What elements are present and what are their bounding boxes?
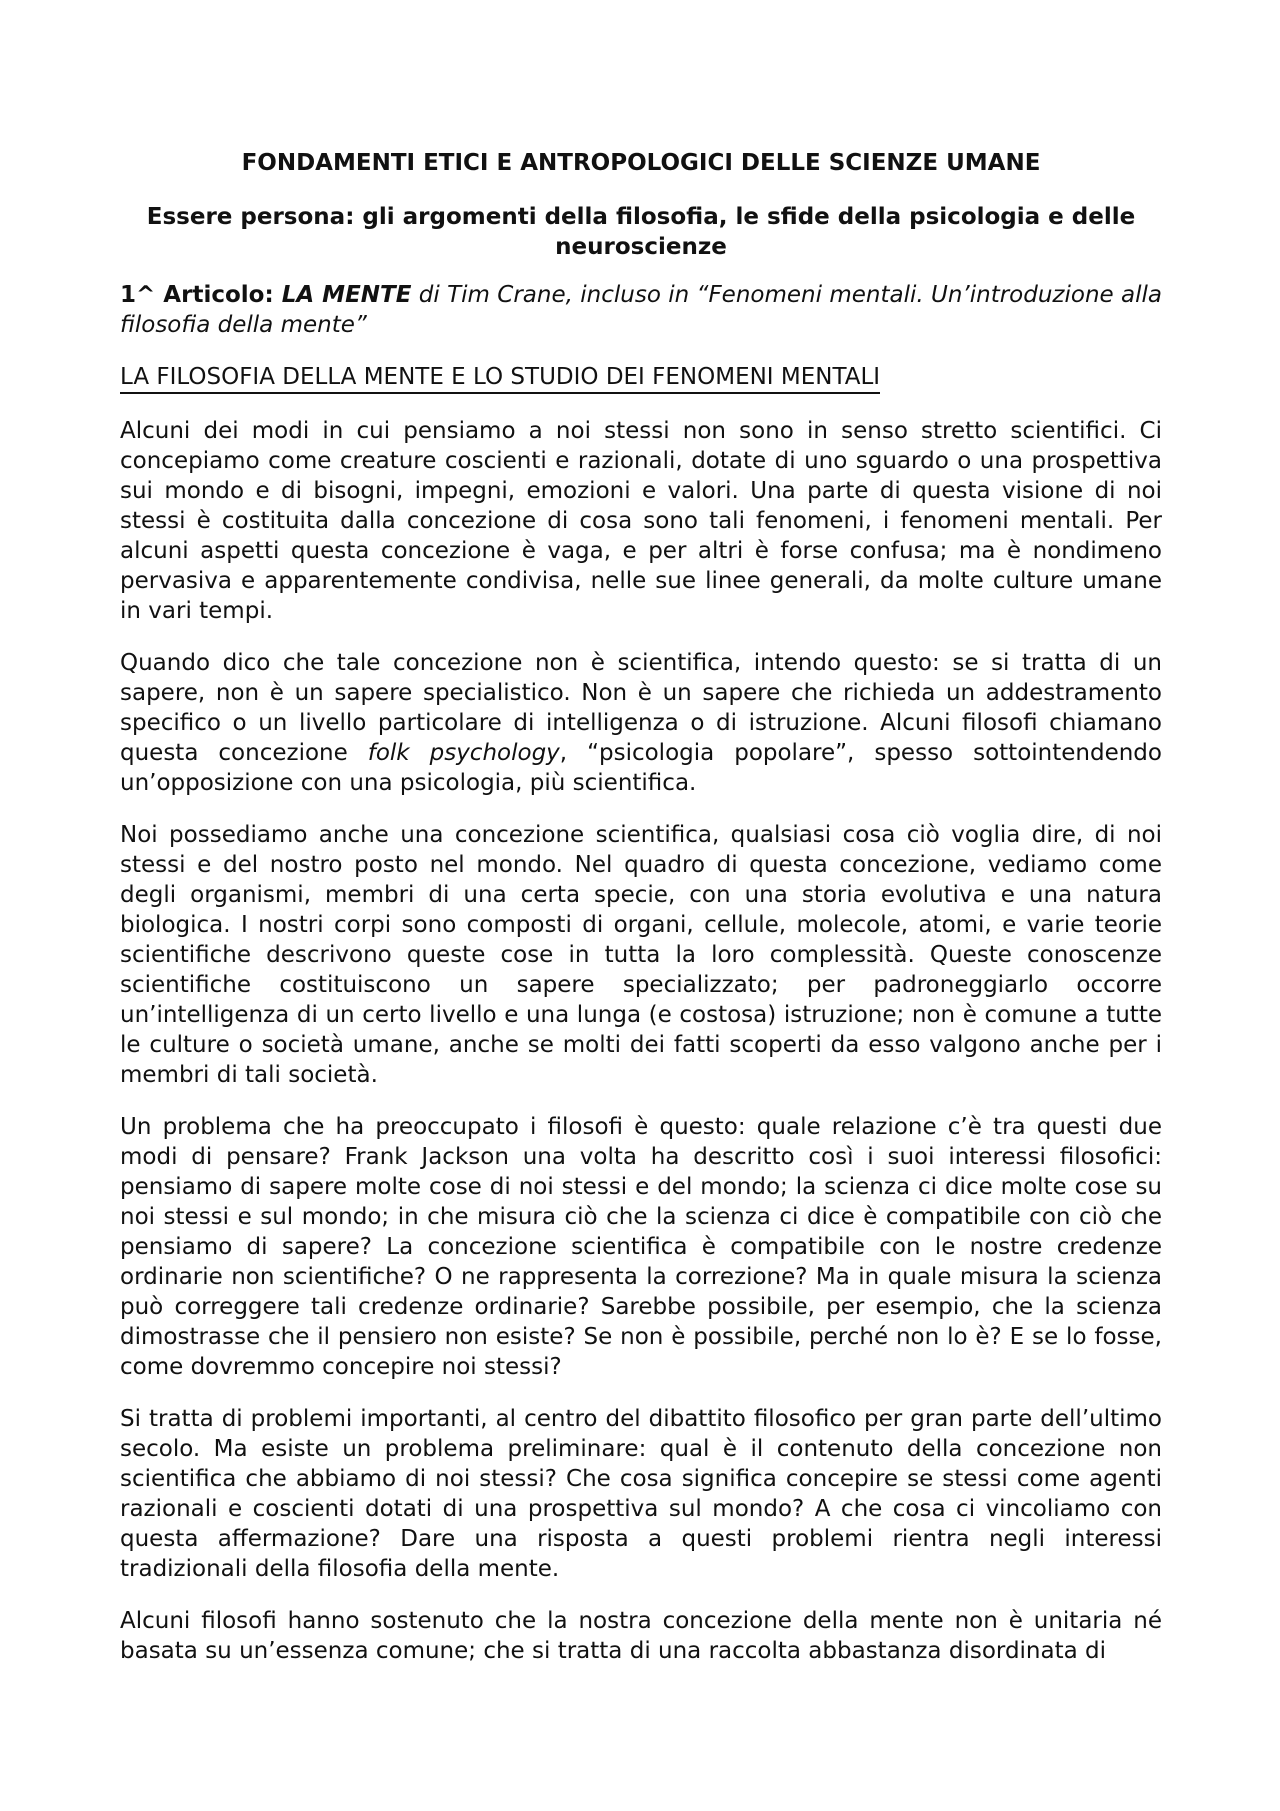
paragraph-2-emphasis: folk psychology [367,740,560,766]
paragraph-1: Alcuni dei modi in cui pensiamo a noi stessi non sono in senso stretto scientifici. Ci concepiamo come creature coscienti e razionali, dotate di uno sguardo o una prospettiva sui mondo e di bisogni, impegni, emozioni e valori. Una parte di questa visione di noi stessi è costituita dalla concezione di cosa sono tali fenomeni, i fenomeni mentali. Per alcuni aspetti questa concezione è vaga, e per altri è forse confusa; ma è nondimeno pervasiva e apparentemente condivisa, nelle sue linee generali, da molte culture umane in vari tempi. [120,418,1162,624]
article-label: 1^ Articolo: [120,282,282,308]
paragraph-6: Alcuni filosofi hanno sostenuto che la nostra concezione della mente non è unitaria né basata su un’essenza comune; che si tratta di una raccolta abbastanza disordinata di [120,1608,1162,1664]
paragraph-3: Noi possediamo anche una concezione scientifica, qualsiasi cosa ciò voglia dire, di noi stessi e del nostro posto nel mondo. Nel quadro di questa concezione, vediamo come degli organismi, membri di una certa specie, con una storia evolutiva e una natura biologica. I nostri corpi sono composti di organi, cellule, molecole, atomi, e varie teorie scientifiche descrivono queste cose in tutta la loro complessità. Queste conoscenze scientifiche costituiscono un sapere specializzato; per padroneggiarlo occorre un’intelligenza di un certo livello e una lunga (e costosa) istruzione; non è comune a tutte le culture o società umane, anche se molti dei fatti scoperti da esso valgono anche per i membri di tali società. [120,822,1162,1088]
paragraph-2 [120,648,1162,798]
section-heading: LA FILOSOFIA DELLA MENTE E LO STUDIO DEI FENOMENI MENTALI [120,362,880,394]
paragraph-2-text-before: Quando dico che tale concezione non è scientifica, intendo questo: se si tratta di un sapere, non è un sapere specialistico. Non è un sapere che richieda un addestramento specifico o un livello particolare di intelligenza o di istruzione. Alcuni filosofi chiamano questa concezione [120,650,1162,766]
document-subtitle: Essere persona: gli argomenti della filosofia, le sfide della psicologia e delle neuroscienze [146,204,1136,260]
article-work-title: LA MENTE [281,282,412,308]
article-citation: di Tim Crane, incluso in “Fenomeni mentali. Un’introduzione alla filosofia della mente” [120,282,1162,338]
document-title: FONDAMENTI ETICI E ANTROPOLOGICI DELLE SCIENZE UMANE [241,150,1041,176]
article-heading [120,280,1162,340]
paragraph-4: Un problema che ha preoccupato i filosofi è questo: quale relazione c’è tra questi due modi di pensare? Frank Jackson una volta ha descritto così i suoi interessi filosofici: pensiamo di sapere molte cose di noi stessi e del mondo; la scienza ci dice molte cose su noi stessi e sul mondo; in che misura ciò che la scienza ci dice è compatibile con ciò che pensiamo di sapere? La concezione scientifica è compatibile con le nostre credenze ordinarie non scientifiche? O ne rappresenta la correzione? Ma in quale misura la scienza può correggere tali credenze ordinarie? Sarebbe possibile, per esempio, che la scienza dimostrasse che il pensiero non esiste? Se non è possibile, perché non lo è? E se lo fosse, come dovremmo concepire noi stessi? [120,1114,1162,1380]
paragraph-2-text-after: , “psicologia popolare”, spesso sottointendendo un’opposizione con una psicologia, più scientifica. [120,740,1162,796]
paragraph-5: Si tratta di problemi importanti, al centro del dibattito filosofico per gran parte dell’ultimo secolo. Ma esiste un problema preliminare: qual è il contenuto della concezione non scientifica che abbiamo di noi stessi? Che cosa significa concepire se stessi come agenti razionali e coscienti dotati di una prospettiva sul mondo? A che cosa ci vincoliamo con questa affermazione? Dare una risposta a questi problemi rientra negli interessi tradizionali della filosofia della mente. [120,1406,1162,1582]
